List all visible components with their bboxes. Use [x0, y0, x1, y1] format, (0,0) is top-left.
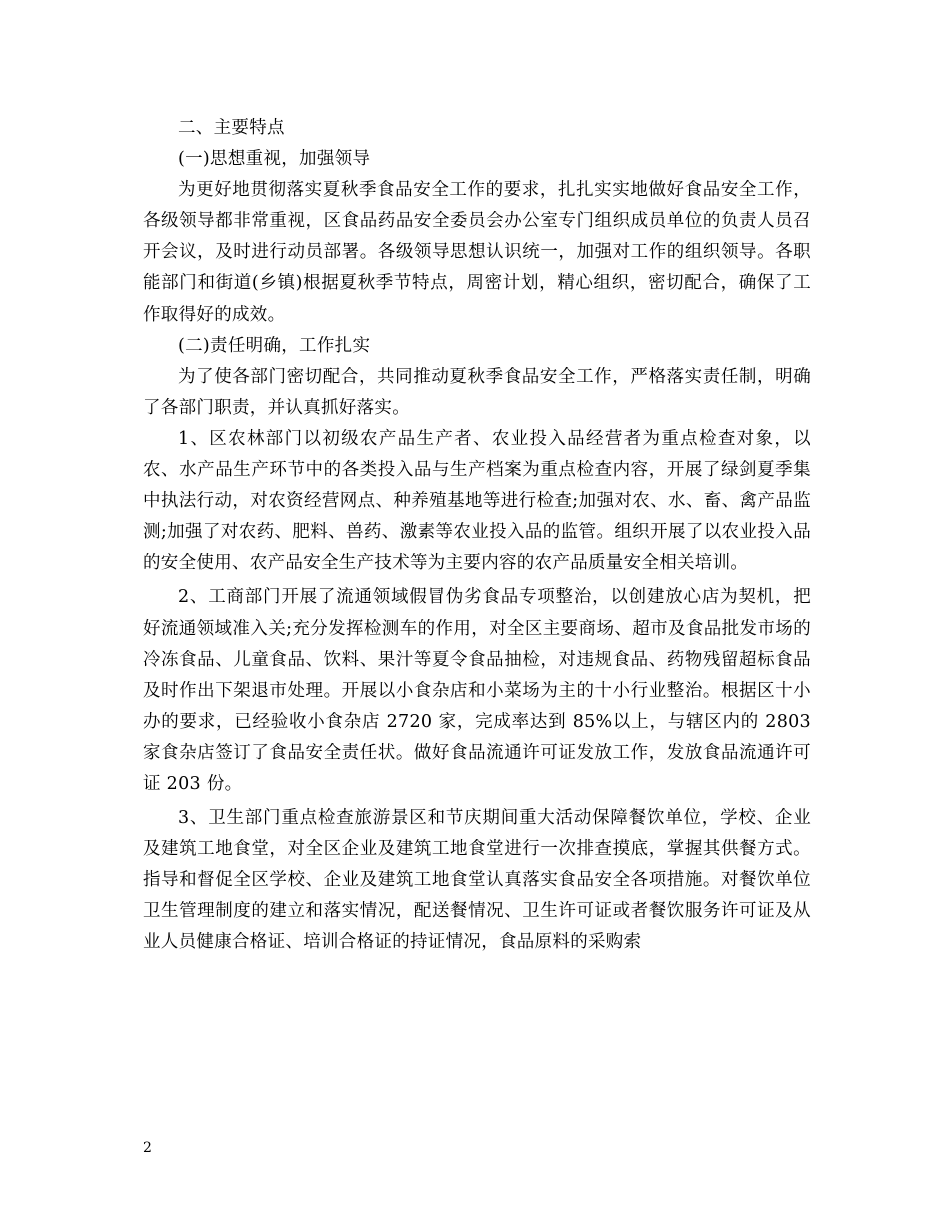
page-number: 2 [143, 1140, 152, 1156]
paragraph: 为更好地贯彻落实夏秋季食品安全工作的要求，扎扎实实地做好食品安全工作，各级领导都非常重视，区食品药品安全委员会办公室专门组织成员单位的负责人员召开会议，及时进行动员部署。各级领导思想认识统一，加强对工作的组织领导。各职能部门和街道(乡镇)根据夏秋季节特点，周密计划，精心组织，密切配合，确保了工作取得好的成效。 [143, 180, 811, 325]
paragraph: 1、区农林部门以初级农产品生产者、农业投入品经营者为重点检查对象，以农、水产品生产环节中的各类投入品与生产档案为重点检查内容，开展了绿剑夏季集中执法行动，对农资经营网点、种养殖基地等进行检查;加强对农、水、畜、禽产品监测;加强了对农药、肥料、兽药、激素等农业投入品的监管。组织开展了以农业投入品的安全使用、农产品安全生产技术等为主要内容的农产品质量安全相关培训。 [143, 428, 811, 574]
section-heading: 二、主要特点 [178, 118, 285, 138]
subsection-heading: (二)责任明确，工作扎实 [178, 335, 371, 356]
paragraph: 为了使各部门密切配合，共同推动夏秋季食品安全工作，严格落实责任制，明确了各部门职责，并认真抓好落实。 [143, 366, 811, 418]
paragraph: 2、工商部门开展了流通领域假冒伪劣食品专项整治，以创建放心店为契机，把好流通领域准入关;充分发挥检测车的作用，对全区主要商场、超市及食品批发市场的冷冻食品、儿童食品、饮料、果汁等夏令食品抽检，对违规食品、药物残留超标食品及时作出下架退市处理。开展以小食杂店和小菜场为主的十小行业整治。根据区十小办的要求，已经验收小食杂店 2720 家，完成率达到 85%以上，与辖区内的 2803 家食杂店签订了食品安全责任状。做好食品流通许可证发放工作，发放食品流通许可证 203 份。 [143, 587, 811, 794]
paragraph: 3、卫生部门重点检查旅游景区和节庆期间重大活动保障餐饮单位，学校、企业及建筑工地食堂，对全区企业及建筑工地食堂进行一次排查摸底，掌握其供餐方式。指导和督促全区学校、企业及建筑工地食堂认真落实食品安全各项措施。对餐饮单位卫生管理制度的建立和落实情况，配送餐情况、卫生许可证或者餐饮服务许可证及从业人员健康合格证、培训合格证的持证情况，食品原料的采购索 [143, 808, 811, 953]
subsection-heading: (一)思想重视，加强领导 [178, 149, 371, 170]
document-body [143, 113, 811, 959]
